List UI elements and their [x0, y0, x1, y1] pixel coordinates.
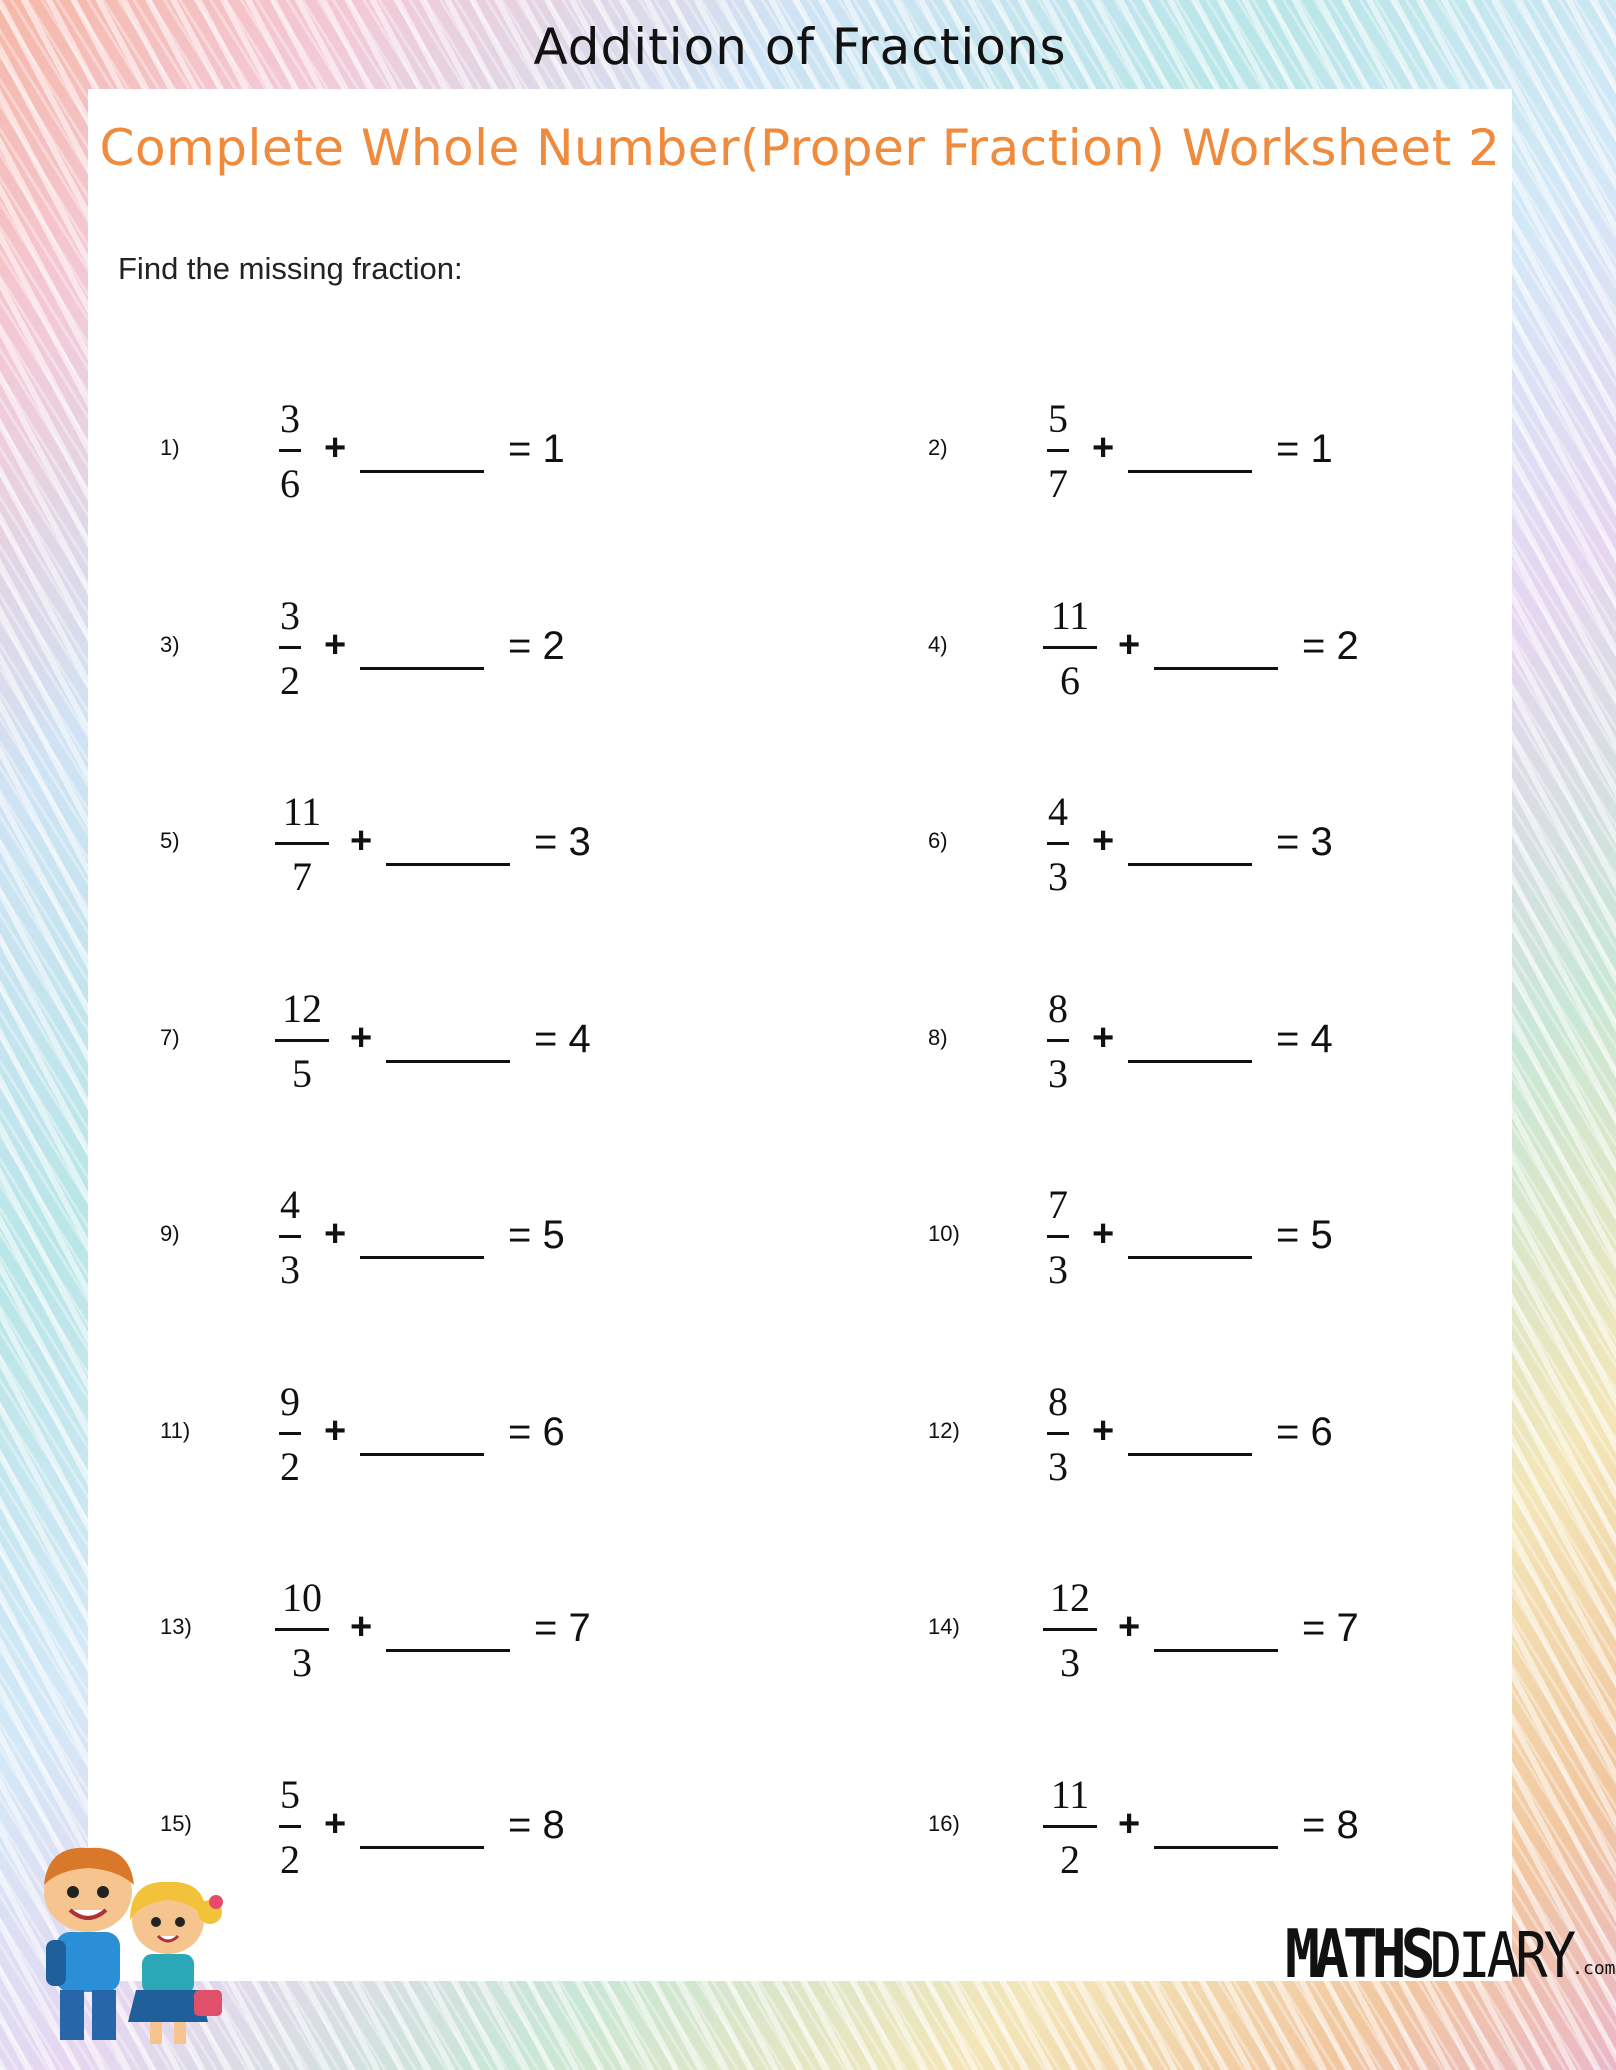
denominator: 3 — [1060, 1640, 1080, 1685]
problem-16 — [928, 1769, 1488, 1889]
plus-sign: + — [350, 820, 373, 862]
answer-blank[interactable] — [360, 1256, 484, 1259]
plus-sign: + — [324, 1802, 347, 1845]
answer-blank[interactable] — [1128, 1060, 1252, 1063]
plus-sign: + — [324, 1213, 347, 1255]
plus-sign: + — [324, 1409, 347, 1452]
numerator: 11 — [282, 789, 322, 834]
answer-blank[interactable] — [360, 470, 484, 473]
denominator: 3 — [1048, 1050, 1068, 1096]
fraction-bar — [1047, 842, 1069, 845]
fraction-bar — [279, 646, 301, 649]
denominator: 3 — [280, 1247, 300, 1292]
equals-result: = 4 — [1276, 1016, 1333, 1061]
instruction-text: Find the missing fraction: — [118, 251, 463, 286]
plus-sign: + — [1092, 1213, 1115, 1255]
answer-blank[interactable] — [1128, 1256, 1252, 1259]
logo-suffix-text: .com — [1572, 1958, 1616, 1979]
answer-blank[interactable] — [1128, 1453, 1252, 1456]
denominator: 3 — [1048, 854, 1068, 899]
problem-13 — [160, 1572, 720, 1692]
denominator: 7 — [292, 854, 312, 899]
plus-sign: + — [324, 623, 347, 666]
denominator: 6 — [280, 461, 300, 506]
fraction — [272, 1572, 332, 1689]
plus-sign: + — [1092, 820, 1115, 862]
problem-12 — [928, 1376, 1488, 1496]
fraction-bar — [1047, 449, 1069, 452]
numerator: 3 — [280, 592, 300, 638]
plus-sign: + — [1118, 1606, 1141, 1648]
plus-sign: + — [1092, 427, 1115, 469]
denominator: 7 — [1048, 461, 1068, 506]
fraction-bar — [1043, 646, 1097, 649]
problem-number: 11) — [160, 1417, 191, 1443]
equals-result: = 3 — [1276, 820, 1333, 864]
fraction-bar — [275, 1039, 329, 1042]
fraction — [272, 983, 332, 1100]
fraction — [1028, 983, 1088, 1100]
problem-number: 14) — [928, 1614, 960, 1639]
problem-6 — [928, 786, 1488, 906]
problem-11 — [160, 1376, 720, 1496]
fraction — [1040, 1572, 1100, 1689]
numerator: 5 — [1048, 396, 1068, 441]
answer-blank[interactable] — [1154, 1846, 1278, 1849]
fraction — [260, 1769, 320, 1886]
problem-number: 15) — [160, 1810, 192, 1836]
problem-number: 7) — [160, 1024, 180, 1050]
answer-blank[interactable] — [1154, 667, 1278, 670]
answer-blank[interactable] — [360, 1453, 484, 1456]
equals-result: = 6 — [508, 1409, 565, 1454]
numerator: 4 — [280, 1182, 300, 1227]
numerator: 3 — [280, 396, 300, 441]
fraction — [272, 786, 332, 903]
fraction — [1028, 786, 1088, 903]
fraction — [1040, 1769, 1100, 1886]
numerator: 8 — [1048, 1378, 1068, 1424]
problem-number: 10) — [928, 1221, 960, 1246]
equals-result: = 6 — [1276, 1409, 1333, 1454]
page-title: Addition of Fractions — [533, 18, 1067, 76]
mathsdiary-logo — [1285, 1914, 1616, 1994]
problem-number: 1) — [160, 435, 180, 460]
numerator: 12 — [282, 985, 322, 1031]
equals-result: = 1 — [508, 427, 565, 471]
numerator: 7 — [1048, 1182, 1068, 1227]
fraction-bar — [1043, 1628, 1097, 1631]
equals-result: = 3 — [534, 820, 591, 864]
equals-result: = 4 — [534, 1016, 591, 1061]
logo-thin-text: DIARY — [1429, 1919, 1573, 1992]
problem-10 — [928, 1179, 1488, 1299]
problem-number: 8) — [928, 1024, 948, 1050]
worksheet-subtitle: Complete Whole Number(Proper Fraction) Worksheet 2 — [99, 119, 1501, 177]
fraction — [1040, 590, 1100, 707]
problem-number: 12) — [928, 1417, 960, 1443]
denominator: 2 — [280, 1836, 300, 1882]
fraction — [260, 1179, 320, 1296]
fraction-bar — [1047, 1235, 1069, 1238]
denominator: 5 — [292, 1050, 312, 1096]
numerator: 9 — [280, 1378, 300, 1424]
fraction — [260, 393, 320, 510]
answer-blank[interactable] — [1128, 863, 1252, 866]
problem-3 — [160, 590, 720, 710]
problem-number: 4) — [928, 631, 948, 657]
equals-result: = 5 — [1276, 1213, 1333, 1257]
fraction-bar — [279, 1235, 301, 1238]
fraction-bar — [275, 1628, 329, 1631]
answer-blank[interactable] — [386, 1060, 510, 1063]
logo-bold-text: MATHS — [1285, 1914, 1430, 1994]
problem-1 — [160, 393, 720, 513]
problem-7 — [160, 983, 720, 1103]
fraction-bar — [279, 1825, 301, 1828]
plus-sign: + — [1118, 623, 1141, 666]
fraction-bar — [279, 449, 301, 452]
answer-blank[interactable] — [386, 1649, 510, 1652]
fraction — [1028, 393, 1088, 510]
answer-blank[interactable] — [360, 1846, 484, 1849]
plus-sign: + — [350, 1016, 373, 1059]
fraction — [1028, 1376, 1088, 1493]
fraction-bar — [279, 1432, 301, 1435]
fraction — [260, 1376, 320, 1493]
equals-result: = 7 — [1302, 1606, 1359, 1650]
denominator: 3 — [1048, 1443, 1068, 1489]
fraction-bar — [1043, 1825, 1097, 1828]
problem-number: 5) — [160, 828, 180, 853]
problem-number: 9) — [160, 1221, 180, 1246]
problem-8 — [928, 983, 1488, 1103]
problem-9 — [160, 1179, 720, 1299]
fraction — [1028, 1179, 1088, 1296]
problem-number: 2) — [928, 435, 948, 460]
numerator: 11 — [1050, 1771, 1090, 1817]
plus-sign: + — [1092, 1016, 1115, 1059]
denominator: 3 — [292, 1640, 312, 1685]
problem-number: 16) — [928, 1810, 960, 1836]
plus-sign: + — [1118, 1802, 1141, 1845]
problem-number: 6) — [928, 828, 948, 853]
fraction-bar — [1047, 1432, 1069, 1435]
plus-sign: + — [1092, 1409, 1115, 1452]
equals-result: = 8 — [1302, 1802, 1359, 1847]
problem-number: 3) — [160, 631, 180, 657]
fraction-bar — [275, 842, 329, 845]
equals-result: = 2 — [508, 623, 565, 668]
equals-result: = 1 — [1276, 427, 1333, 471]
denominator: 2 — [280, 657, 300, 703]
problem-5 — [160, 786, 720, 906]
fraction-bar — [1047, 1039, 1069, 1042]
problem-14 — [928, 1572, 1488, 1692]
denominator: 6 — [1060, 657, 1080, 703]
answer-blank[interactable] — [1154, 1649, 1278, 1652]
denominator: 3 — [1048, 1247, 1068, 1292]
equals-result: = 7 — [534, 1606, 591, 1650]
numerator: 5 — [280, 1771, 300, 1817]
answer-blank[interactable] — [1128, 470, 1252, 473]
answer-blank[interactable] — [360, 667, 484, 670]
problem-2 — [928, 393, 1488, 513]
denominator: 2 — [1060, 1836, 1080, 1882]
equals-result: = 5 — [508, 1213, 565, 1257]
denominator: 2 — [280, 1443, 300, 1489]
numerator: 11 — [1050, 592, 1090, 638]
numerator: 4 — [1048, 789, 1068, 834]
plus-sign: + — [324, 427, 347, 469]
answer-blank[interactable] — [386, 863, 510, 866]
worksheet-sheet — [88, 89, 1512, 1981]
equals-result: = 8 — [508, 1802, 565, 1847]
kids-illustration — [18, 1840, 248, 2050]
problem-4 — [928, 590, 1488, 710]
numerator: 8 — [1048, 985, 1068, 1031]
plus-sign: + — [350, 1606, 373, 1648]
fraction — [260, 590, 320, 707]
equals-result: = 2 — [1302, 623, 1359, 668]
numerator: 12 — [1050, 1575, 1090, 1620]
problem-number: 13) — [160, 1614, 192, 1639]
numerator: 10 — [282, 1575, 322, 1620]
